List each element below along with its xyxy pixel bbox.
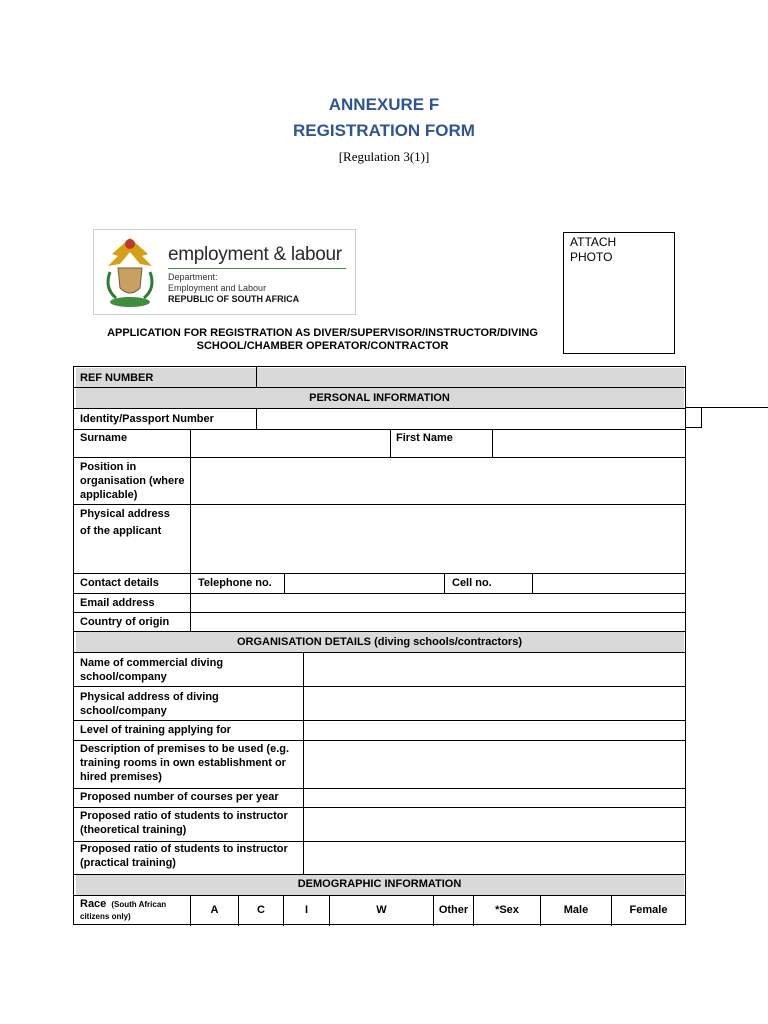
first-name-input[interactable]: [493, 430, 684, 457]
sex-label: *Sex: [495, 904, 519, 916]
annexure-label: ANNEXURE F: [328, 95, 440, 114]
org-name-label: Name of commercial diving school/company: [80, 657, 224, 683]
form-title: REGISTRATION FORM: [293, 121, 475, 140]
coat-of-arms-icon: [100, 232, 160, 312]
contact-details-label: Contact details: [80, 577, 159, 589]
identity-label: Identity/Passport Number: [80, 413, 214, 425]
premises-input[interactable]: [304, 741, 684, 788]
surname-input[interactable]: [191, 430, 390, 457]
logo-department-name: Employment and Labour: [168, 283, 267, 293]
regulation-reference: [Regulation 3(1)]: [338, 149, 430, 164]
logo-department: Department:: [168, 272, 218, 282]
attach-photo-label: ATTACH: [570, 235, 617, 249]
ratio-theory-input[interactable]: [304, 808, 684, 841]
position-label: Position in organisation (where applicable): [80, 461, 185, 501]
org-address-label: Physical address of diving school/company: [80, 691, 219, 717]
courses-input[interactable]: [304, 789, 684, 807]
race-option-i[interactable]: I: [304, 904, 309, 916]
telephone-input[interactable]: [285, 574, 444, 593]
physical-address-label-2: of the applicant: [80, 525, 162, 537]
logo-country: REPUBLIC OF SOUTH AFRICA: [168, 294, 300, 304]
personal-info-header: PERSONAL INFORMATION: [309, 392, 450, 404]
ratio-practical-input[interactable]: [304, 842, 684, 874]
org-address-input[interactable]: [304, 687, 684, 720]
ref-number-label: REF NUMBER: [80, 372, 154, 384]
race-note-2: citizens only): [80, 912, 131, 921]
physical-address-label: Physical address: [80, 508, 170, 520]
cell-label: Cell no.: [452, 577, 492, 589]
position-input[interactable]: [191, 458, 684, 504]
sex-option-female[interactable]: Female: [629, 904, 668, 916]
country-label: Country of origin: [80, 616, 170, 628]
demographic-header: DEMOGRAPHIC INFORMATION: [297, 878, 462, 890]
attach-photo-box[interactable]: [563, 232, 675, 354]
application-title-line-1: APPLICATION FOR REGISTRATION AS DIVER/SUPERVISOR/INSTRUCTOR/DIVING: [107, 327, 538, 339]
first-name-label: First Name: [396, 432, 453, 444]
sex-option-male[interactable]: Male: [563, 904, 589, 916]
logo-rule: [168, 268, 346, 269]
race-option-other[interactable]: Other: [438, 904, 469, 916]
email-label: Email address: [80, 597, 155, 609]
application-title-line-2: SCHOOL/CHAMBER OPERATOR/CONTRACTOR: [196, 340, 449, 352]
training-level-input[interactable]: [304, 721, 684, 740]
race-option-w[interactable]: W: [376, 904, 387, 916]
courses-label: Proposed number of courses per year: [80, 791, 279, 803]
race-option-c[interactable]: C: [257, 904, 265, 916]
cell-input[interactable]: [533, 574, 684, 593]
training-level-label: Level of training applying for: [80, 724, 231, 736]
email-input[interactable]: [191, 594, 684, 612]
premises-label: Description of premises to be used (e.g. training rooms in own establishment or hired premises): [80, 743, 290, 783]
ref-number-input[interactable]: [257, 368, 684, 387]
application-title: [80, 327, 565, 353]
physical-address-input[interactable]: [191, 505, 684, 573]
surname-label: Surname: [80, 432, 128, 444]
country-input[interactable]: [191, 613, 684, 631]
race-label-text: Race: [80, 898, 107, 910]
telephone-label: Telephone no.: [198, 577, 272, 589]
identity-number-input[interactable]: [257, 409, 684, 429]
registration-form-table: [73, 366, 686, 925]
stray-box: [686, 407, 702, 428]
ratio-practical-label: Proposed ratio of students to instructor (practical training): [80, 843, 288, 869]
logo-title: employment & labour: [168, 244, 342, 265]
org-details-header: ORGANISATION DETAILS (diving schools/contractors): [236, 636, 522, 648]
department-logo: [93, 229, 356, 315]
race-note: (South African: [111, 900, 167, 909]
ratio-theory-label: Proposed ratio of students to instructor (theoretical training): [80, 810, 288, 836]
race-option-a[interactable]: A: [210, 904, 219, 916]
org-name-input[interactable]: [304, 653, 684, 686]
attach-photo-label-2: PHOTO: [570, 250, 613, 264]
